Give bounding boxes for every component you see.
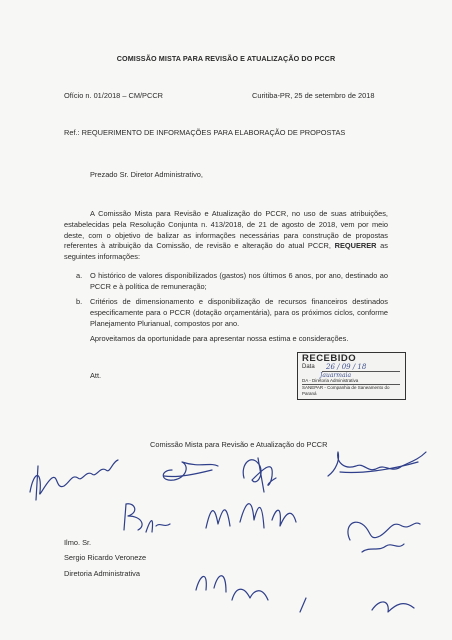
closing-line: Aproveitamos da oportunidade para apresentar nossa estima e considerações.: [90, 334, 349, 343]
stamp-date-value: 26 / 09 / 18: [326, 363, 367, 371]
signature-8: [196, 576, 226, 592]
signature-5: [124, 504, 170, 532]
signature-6: [206, 504, 296, 528]
list-marker: b.: [76, 297, 83, 306]
recipient-role: Diretoria Administrativa: [64, 569, 140, 578]
list-item-text: O histórico de valores disponibilizados (gastos) nos últimos 6 anos, por ano, destinado ao PCCR e à política de remuneração;: [90, 271, 388, 291]
stamp-heading: RECEBIDO: [302, 353, 357, 364]
signature-7: [348, 522, 420, 540]
signature-3: [243, 460, 276, 486]
signature-2: [163, 462, 218, 480]
body-end: as seguintes informações:: [64, 241, 388, 262]
greeting: Prezado Sr. Diretor Administrativo,: [90, 170, 203, 179]
list-item-text: Critérios de dimensionamento e disponibilização de recursos financeiros destinados especificamente para o PCCR (dotação orçamentária), para os próximos ciclos, conforme Planejamento Plurianual, compostos por ano.: [90, 297, 388, 328]
list-item: [64, 297, 388, 329]
reference-line: Ref.: REQUERIMENTO DE INFORMAÇÕES PARA ELABORAÇÃO DE PROPOSTAS: [64, 128, 346, 137]
list-item: [64, 271, 388, 293]
signature-4: [328, 452, 426, 476]
stamp-signature: Jauarmaia: [320, 372, 352, 379]
recipient-name: Sergio Ricardo Veroneze: [64, 553, 147, 562]
stamp-date-label: Data: [302, 364, 315, 370]
recipient-salutation: Ilmo. Sr.: [64, 538, 92, 547]
stamp-company: SANEPAR - Companhia de Saneamento do Paraná: [302, 385, 390, 396]
received-stamp: [297, 352, 406, 400]
stamp-department: DA - Diretoria Administrativa: [302, 378, 359, 383]
signature-10: [372, 602, 414, 612]
body-paragraph: [64, 209, 388, 263]
list-marker: a.: [76, 271, 83, 280]
document-title: COMISSÃO MISTA PARA REVISÃO E ATUALIZAÇÃO DO PCCR: [116, 54, 336, 63]
body-start: A Comissão Mista para Revisão e Atualização do PCCR, no uso de suas atribuições, estabelecidas pela Resolução Conjunta n. 413/2018, de 21 de agosto de 2018, vem por meio deste, com o objetivo de balizar as informações necessárias para construção de propostas referentes à atribuição da Comissão, de revisão e alteração do atual PCCR,: [64, 209, 388, 251]
signature-1: [30, 460, 118, 494]
signature-block-title: Comissão Mista para Revisão e Atualização do PCCR: [150, 440, 328, 449]
place-date: Curitiba-PR, 25 de setembro de 2018: [252, 91, 375, 100]
body-emphasis: REQUERER: [334, 241, 377, 251]
att-line: Att.: [90, 371, 102, 380]
office-number: Ofício n. 01/2018 – CM/PCCR: [64, 91, 163, 100]
signature-9: [232, 589, 268, 600]
